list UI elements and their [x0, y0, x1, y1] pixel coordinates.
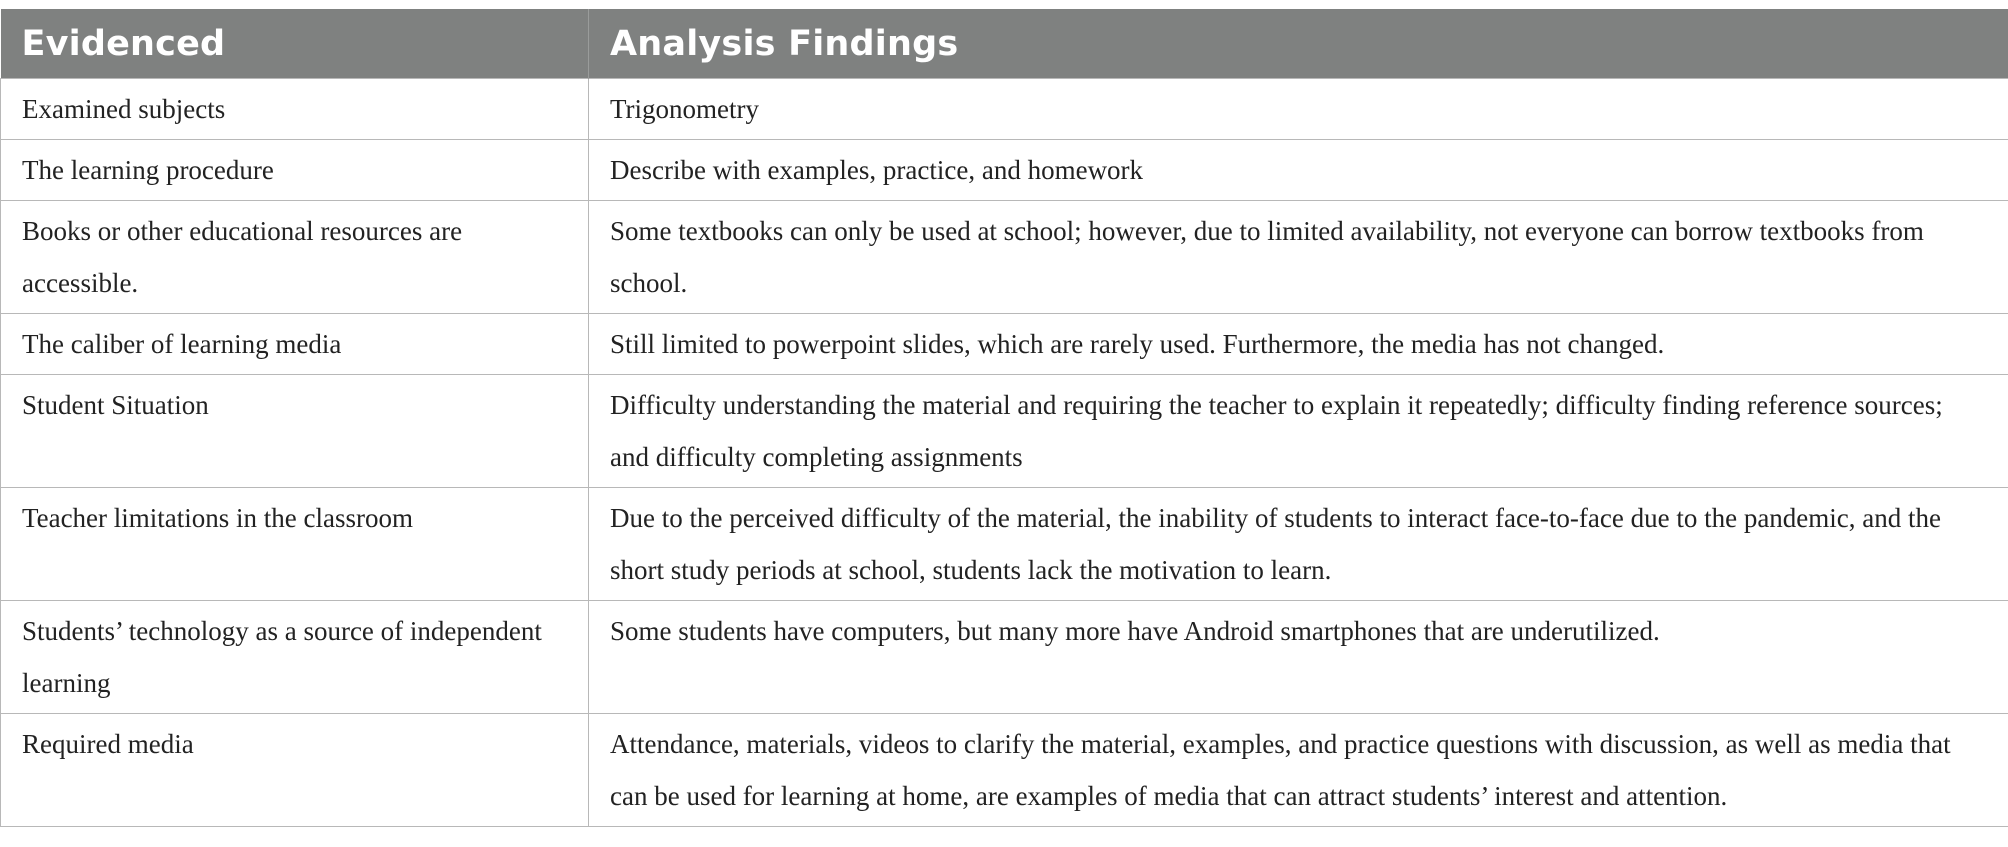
- evidenced-cell: Examined subjects: [1, 79, 589, 140]
- table-row: [1, 714, 2008, 827]
- evidenced-cell: Teacher limitations in the classroom: [1, 488, 589, 601]
- evidenced-cell: Required media: [1, 714, 589, 827]
- finding-cell: Still limited to powerpoint slides, which are rarely used. Furthermore, the media has not changed.: [589, 314, 2008, 375]
- finding-cell: Difficulty understanding the material and requiring the teacher to explain it repeatedly; difficulty finding reference sources; and difficulty completing assignments: [589, 375, 2008, 488]
- finding-cell: Due to the perceived difficulty of the material, the inability of students to interact face-to-face due to the pandemic, and the short study periods at school, students lack the motivation to learn.: [589, 488, 2008, 601]
- table-row: [1, 201, 2008, 314]
- table-row: [1, 375, 2008, 488]
- table-body: [1, 79, 2008, 827]
- table-row: [1, 314, 2008, 375]
- table-row: [1, 601, 2008, 714]
- table-header: [1, 9, 2008, 79]
- header-row: [1, 9, 2008, 79]
- evidenced-cell: The caliber of learning media: [1, 314, 589, 375]
- finding-cell: Some students have computers, but many more have Android smartphones that are underutilized.: [589, 601, 2008, 714]
- table-row: [1, 79, 2008, 140]
- evidenced-cell: Student Situation: [1, 375, 589, 488]
- findings-table: [0, 9, 2008, 827]
- evidenced-cell: Books or other educational resources are accessible.: [1, 201, 589, 314]
- evidenced-cell: Students’ technology as a source of independent learning: [1, 601, 589, 714]
- header-evidenced: Evidenced: [1, 9, 589, 79]
- finding-cell: Describe with examples, practice, and homework: [589, 140, 2008, 201]
- findings-table-container: [0, 9, 2008, 827]
- evidenced-cell: The learning procedure: [1, 140, 589, 201]
- header-analysis-findings: Analysis Findings: [589, 9, 2008, 79]
- finding-cell: Attendance, materials, videos to clarify the material, examples, and practice questions with discussion, as well as media that can be used for learning at home, are examples of media that can attract students’ interest and attention.: [589, 714, 2008, 827]
- table-row: [1, 140, 2008, 201]
- table-row: [1, 488, 2008, 601]
- finding-cell: Some textbooks can only be used at school; however, due to limited availability, not everyone can borrow textbooks from school.: [589, 201, 2008, 314]
- finding-cell: Trigonometry: [589, 79, 2008, 140]
